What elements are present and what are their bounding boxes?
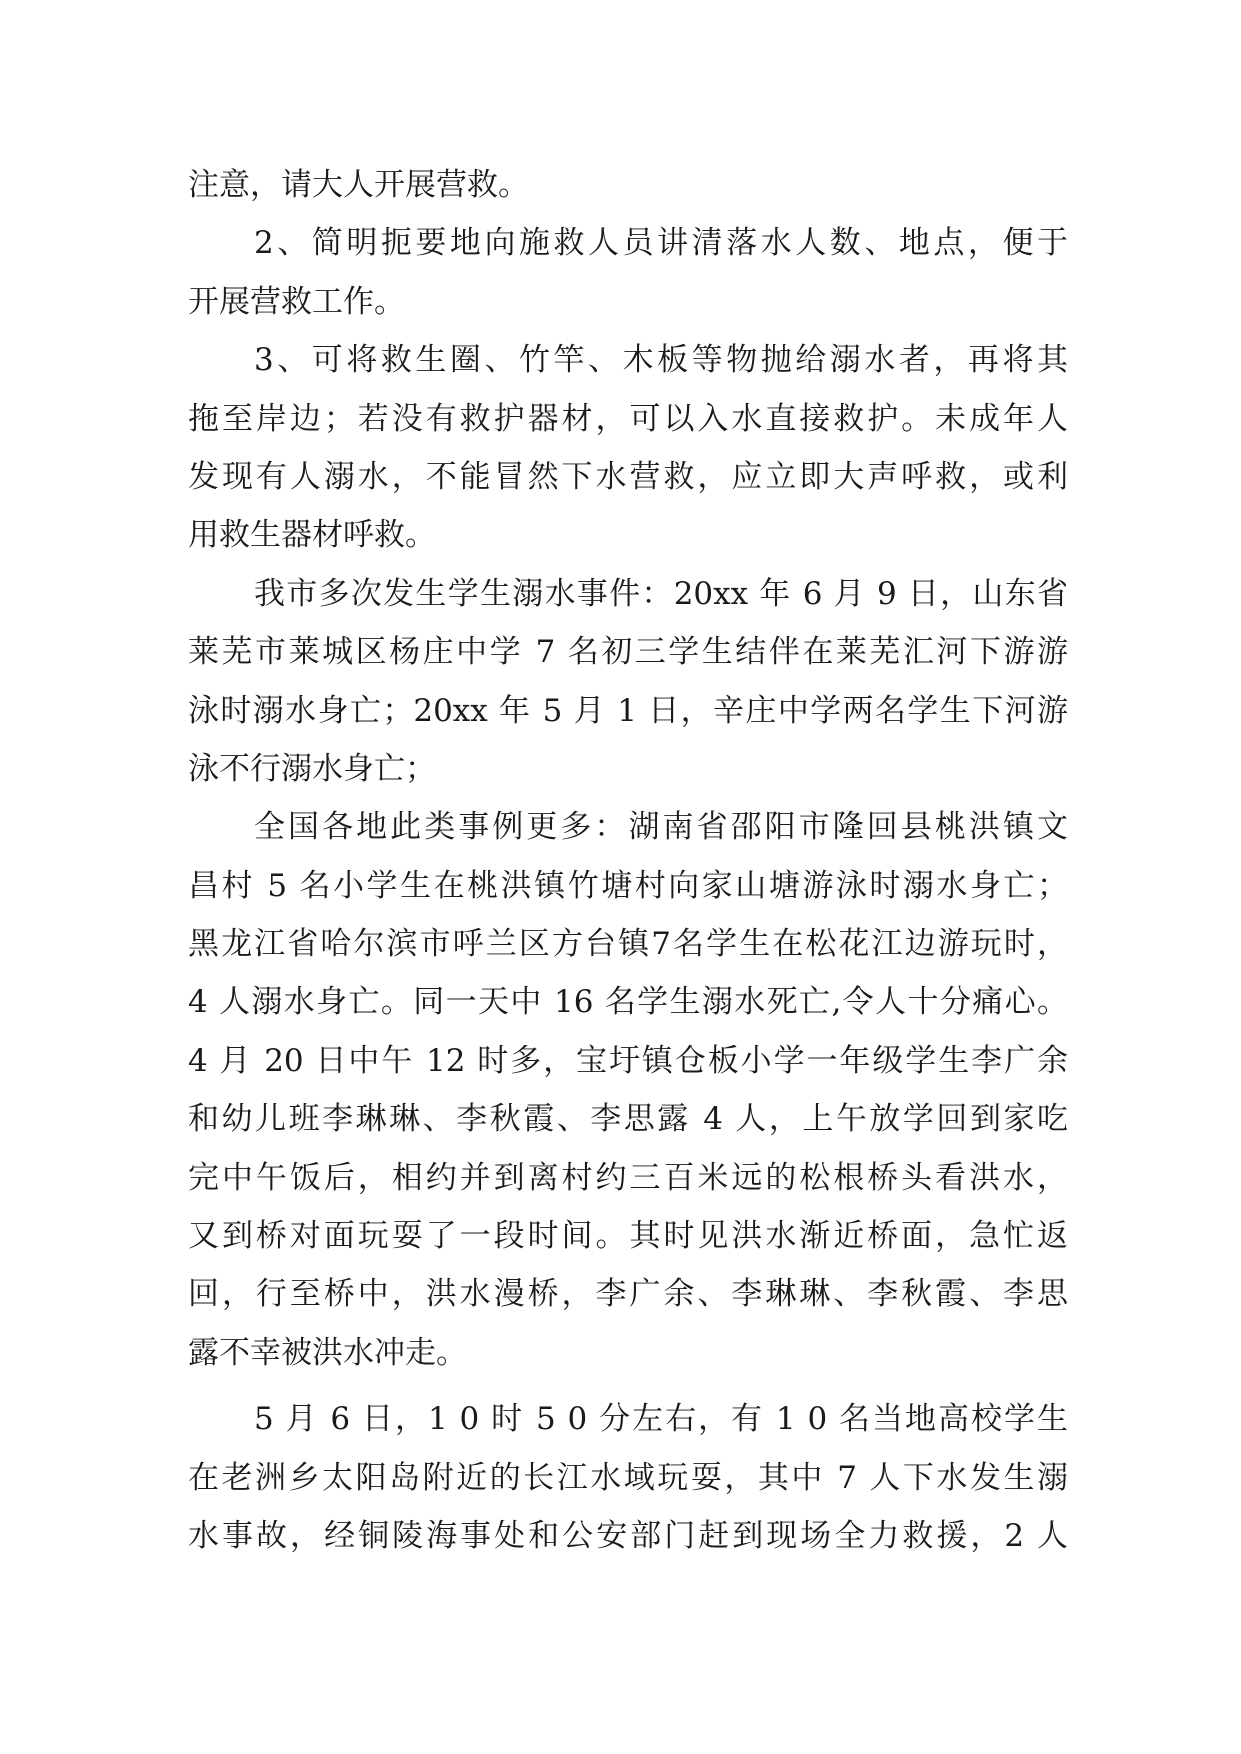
paragraph-line: 泳不行溺水身亡；	[188, 750, 436, 787]
paragraph-line: 4 月 20 日中午 12 时多，宝圩镇仓板小学一年级学生李广余	[188, 1042, 1068, 1079]
paragraph-line: 在老洲乡太阳岛附近的长江水域玩耍，其中 7 人下水发生溺	[188, 1459, 1068, 1496]
paragraph-line: 我市多次发生学生溺水事件：20xx 年 6 月 9 日，山东省	[254, 575, 1068, 612]
paragraph-line: 注意，请大人开展营救。	[188, 167, 529, 203]
paragraph-line: 拖至岸边；若没有救护器材，可以入水直接救护。未成年人	[188, 400, 1068, 437]
paragraph-line: 泳时溺水身亡；20xx 年 5 月 1 日，辛庄中学两名学生下河游	[188, 692, 1068, 729]
paragraph-line: 5 月 6 日，1 0 时 5 0 分左右，有 1 0 名当地高校学生	[254, 1401, 1068, 1438]
paragraph-line: 全国各地此类事例更多：湖南省邵阳市隆回县桃洪镇文	[254, 809, 1068, 846]
paragraph-line: 3、可将救生圈、竹竿、木板等物抛给溺水者，再将其	[254, 342, 1068, 379]
paragraph-line: 2、简明扼要地向施救人员讲清落水人数、地点，便于	[254, 225, 1068, 262]
paragraph-line: 完中午饭后，相约并到离村约三百米远的松根桥头看洪水，	[188, 1159, 1068, 1196]
paragraph-line: 又到桥对面玩耍了一段时间。其时见洪水渐近桥面，急忙返	[188, 1218, 1068, 1255]
paragraph-line: 回，行至桥中，洪水漫桥，李广余、李琳琳、李秋霞、李思	[188, 1276, 1068, 1313]
paragraph-line: 莱芜市莱城区杨庄中学 7 名初三学生结伴在莱芜汇河下游游	[188, 634, 1068, 671]
paragraph-line: 发现有人溺水，不能冒然下水营救，应立即大声呼救，或利	[188, 458, 1068, 495]
paragraph-line: 开展营救工作。	[188, 283, 405, 320]
paragraph-line: 黑龙江省哈尔滨市呼兰区方台镇7名学生在松花江边游玩时，	[188, 926, 1068, 963]
body-text	[188, 156, 1068, 1565]
paragraph-line: 露不幸被洪水冲走。	[188, 1334, 467, 1371]
paragraph-line: 和幼儿班李琳琳、李秋霞、李思露 4 人，上午放学回到家吃	[188, 1101, 1068, 1138]
paragraph-line: 昌村 5 名小学生在桃洪镇竹塘村向家山塘游泳时溺水身亡；	[188, 867, 1068, 904]
paragraph-line: 4 人溺水身亡。同一天中 16 名学生溺水死亡,令人十分痛心。	[188, 984, 1068, 1021]
paragraph-line: 用救生器材呼救。	[188, 517, 436, 554]
paragraph-line: 水事故，经铜陵海事处和公安部门赶到现场全力救援，2 人	[188, 1517, 1068, 1554]
